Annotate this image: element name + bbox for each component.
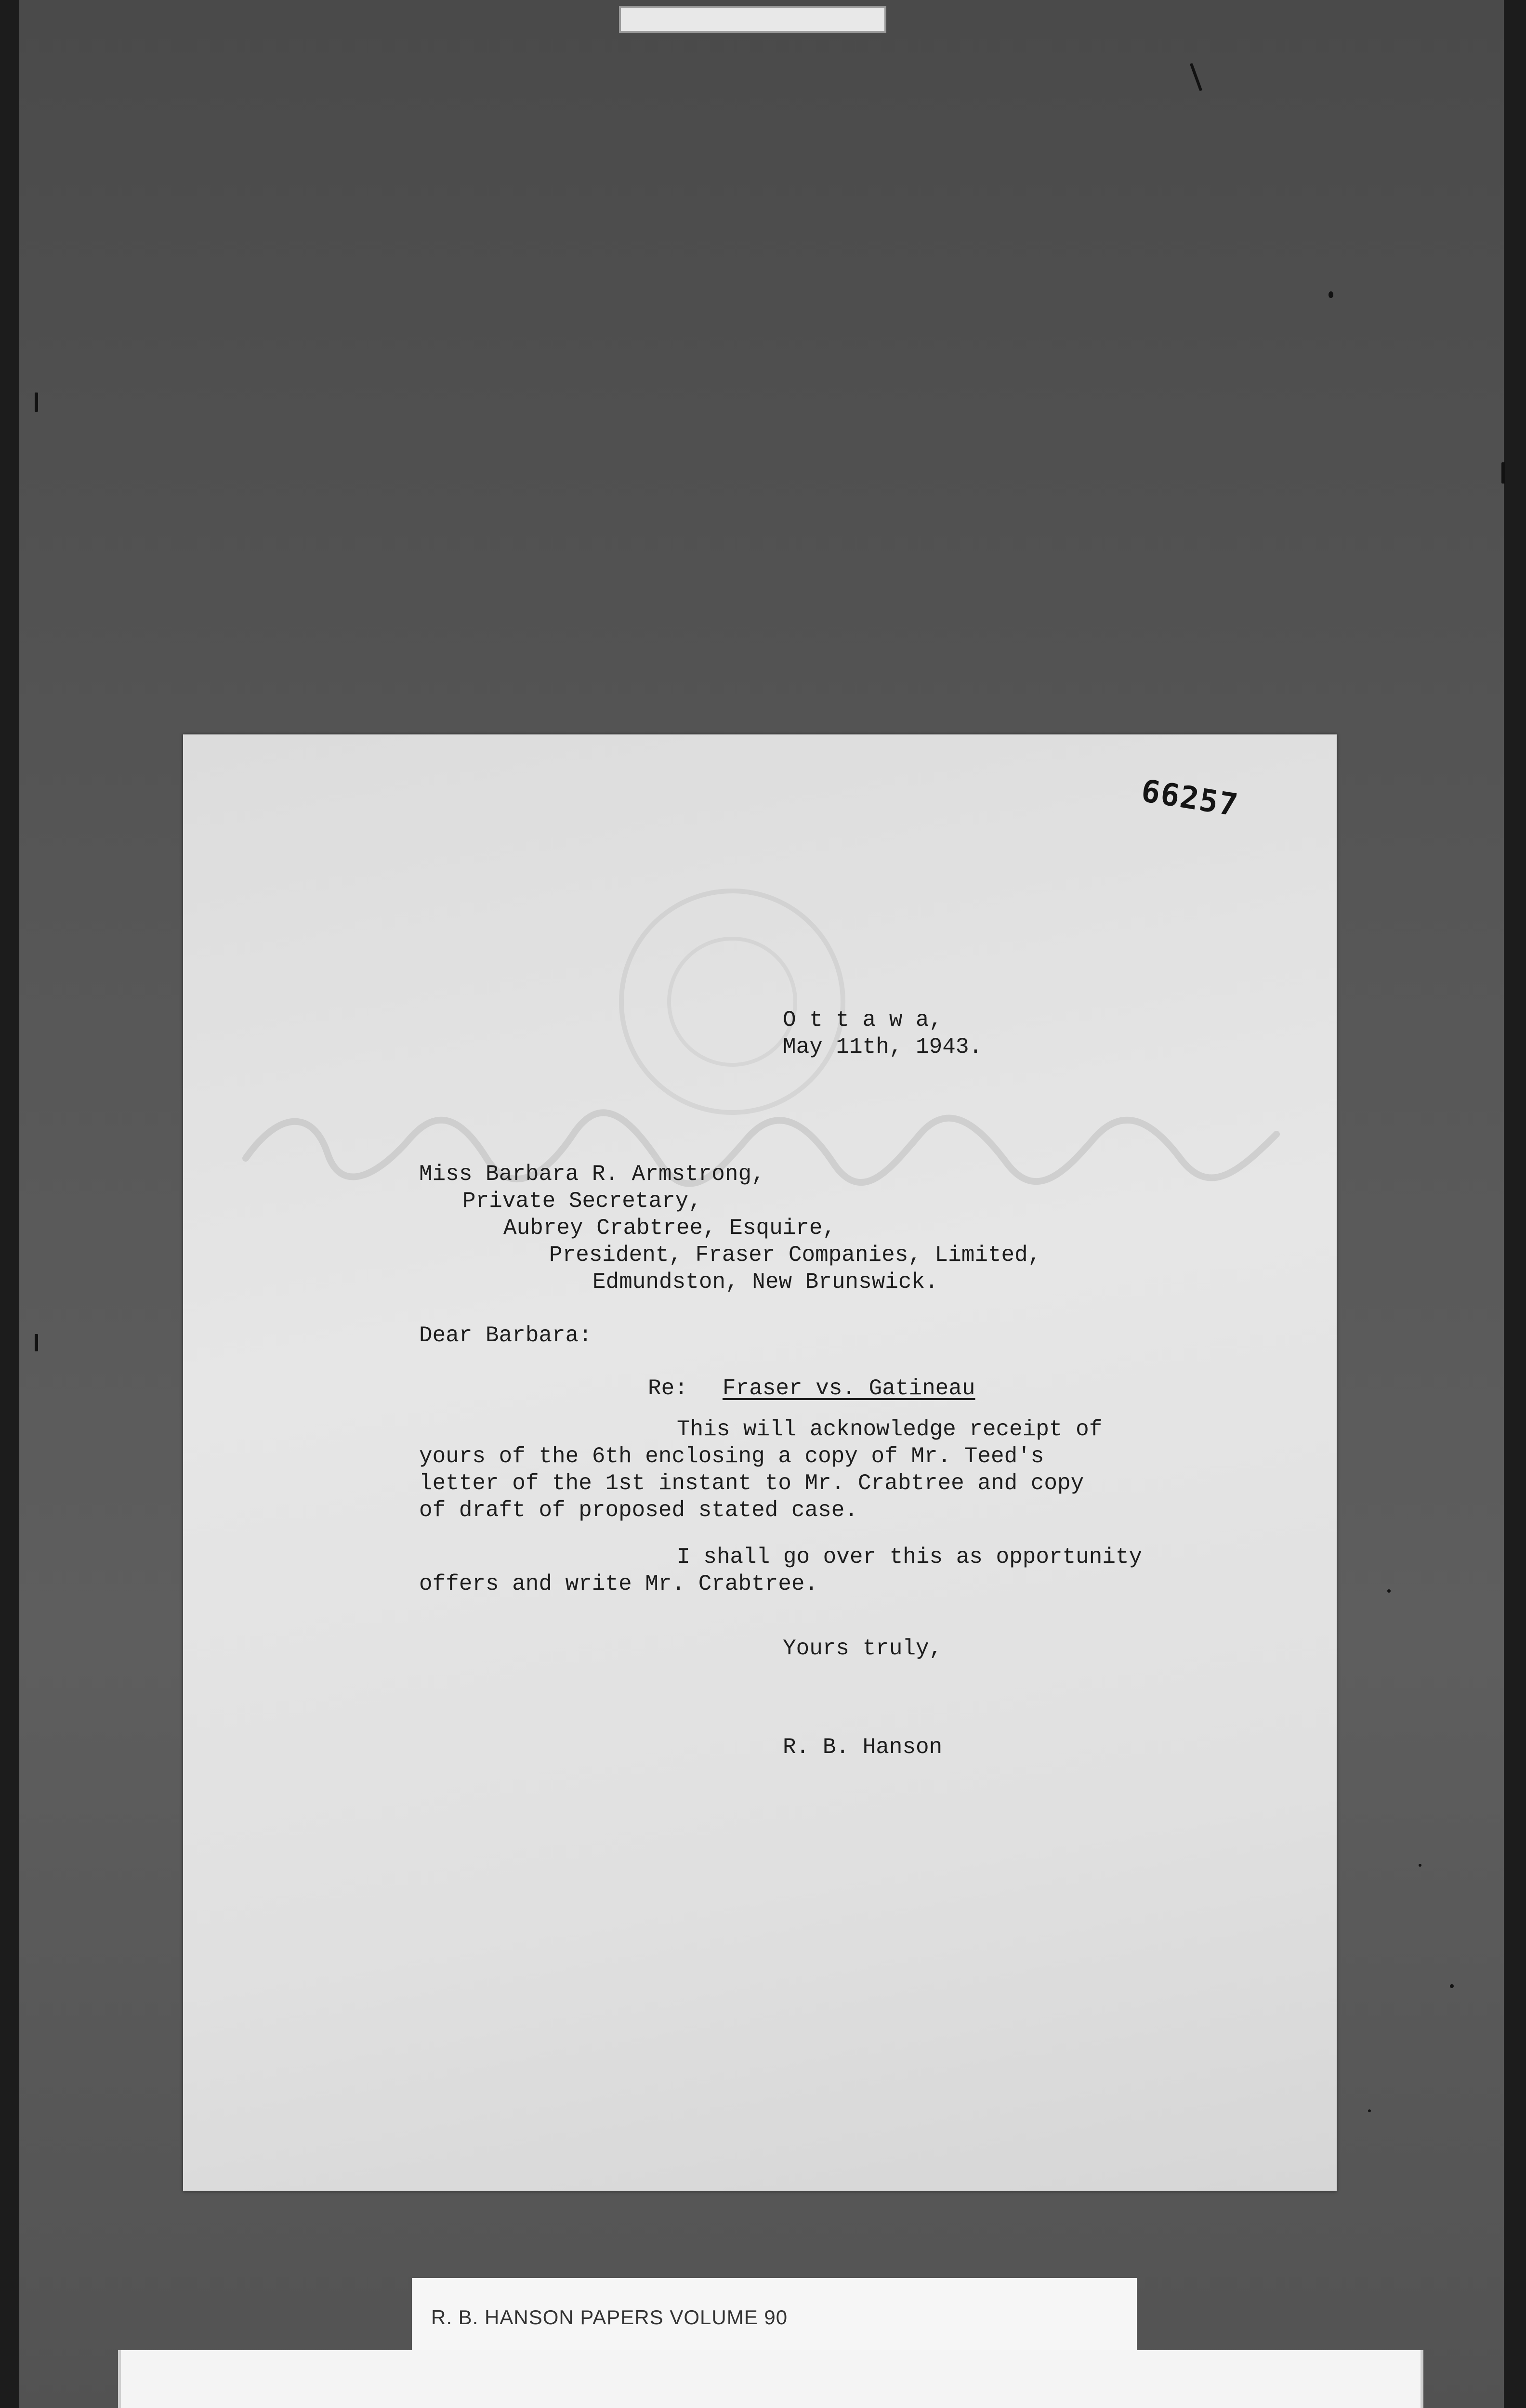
paragraph-line: This will acknowledge receipt of: [677, 1417, 1103, 1442]
dust-speck: [1387, 1589, 1391, 1593]
collection-label: [412, 2278, 1137, 2355]
recipient-line: President, Fraser Companies, Limited,: [549, 1243, 1041, 1268]
letter-date: May 11th, 1943.: [783, 1034, 983, 1060]
dust-speck: [1190, 63, 1202, 91]
subject-line: Fraser vs. Gatineau: [723, 1376, 975, 1401]
paragraph-line: yours of the 6th enclosing a copy of Mr. Teed's: [419, 1444, 1044, 1469]
frame-right-border: [1504, 0, 1526, 2408]
frame-left-border: [0, 0, 19, 2408]
dust-speck: [1368, 2109, 1371, 2112]
dust-speck: [1450, 1984, 1454, 1988]
dust-speck: [35, 1334, 38, 1351]
collection-label-text: R. B. HANSON PAPERS VOLUME 90: [431, 2306, 788, 2329]
paragraph-line: letter of the 1st instant to Mr. Crabtree and copy: [419, 1471, 1084, 1496]
signature-name: R. B. Hanson: [783, 1735, 943, 1760]
letter-sheet: [183, 734, 1337, 2191]
recipient-line: Miss Barbara R. Armstrong,: [419, 1162, 765, 1187]
recipient-line: Edmundston, New Brunswick.: [592, 1269, 938, 1295]
dust-speck: [1501, 462, 1505, 484]
paragraph-line: I shall go over this as opportunity: [677, 1544, 1143, 1570]
document-reference-number: 66257: [1139, 773, 1241, 824]
dust-speck: [35, 393, 38, 412]
salutation: Dear Barbara:: [419, 1323, 592, 1348]
letter-place: O t t a w a,: [783, 1008, 943, 1033]
paragraph-line: of draft of proposed stated case.: [419, 1498, 858, 1523]
dust-speck: [1329, 291, 1333, 298]
closing: Yours truly,: [783, 1636, 943, 1661]
dust-speck: [1419, 1864, 1421, 1867]
subject-prefix: Re:: [648, 1376, 688, 1401]
paragraph-line: offers and write Mr. Crabtree.: [419, 1571, 818, 1597]
watermark-seal: [619, 889, 845, 1115]
top-mount-tab: [619, 6, 886, 33]
recipient-line: Aubrey Crabtree, Esquire,: [503, 1216, 836, 1241]
recipient-line: Private Secretary,: [462, 1189, 702, 1214]
archives-card: [118, 2350, 1423, 2408]
